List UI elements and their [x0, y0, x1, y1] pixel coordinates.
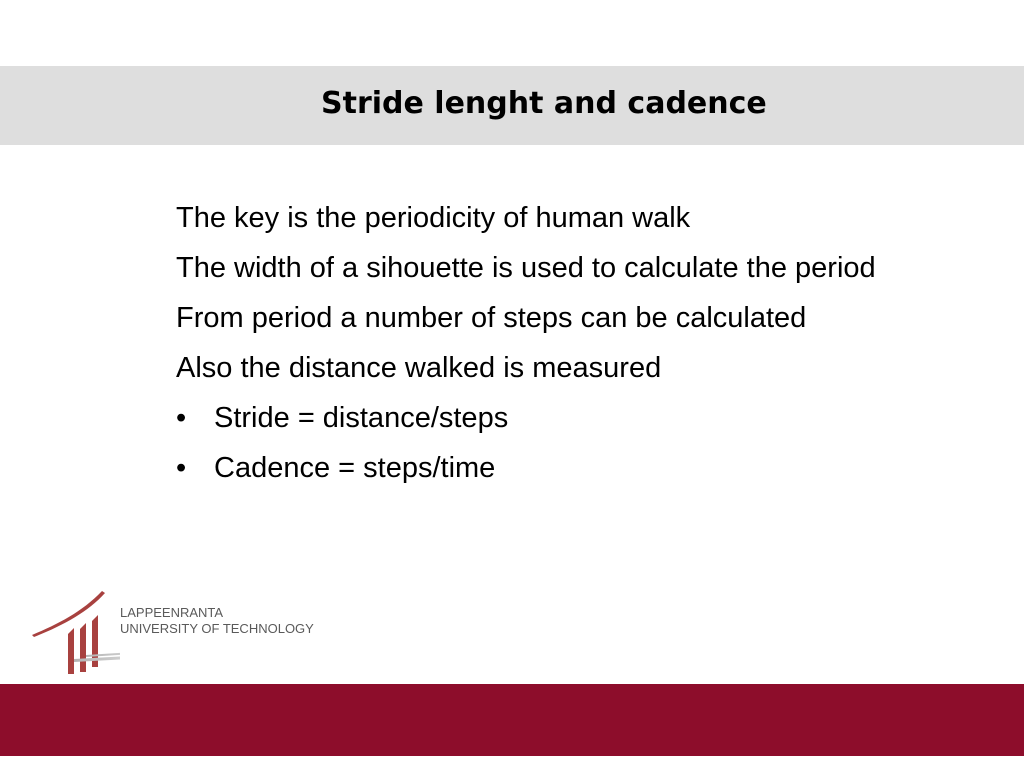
logo-line-1: LAPPEENRANTA	[120, 605, 224, 620]
bullet-item-text: Cadence = steps/time	[214, 452, 496, 484]
slide-content	[176, 198, 966, 498]
content-line	[176, 298, 966, 338]
university-logo-icon	[30, 588, 120, 678]
bullet-item	[176, 448, 966, 488]
content-line-text: Also the distance walked is measured	[176, 352, 662, 384]
logo-wordmark	[120, 605, 314, 637]
content-line-text: From period a number of steps can be calculated	[176, 302, 807, 334]
content-line-text: The width of a sihouette is used to calculate the period	[176, 252, 876, 284]
bullet-marker: •	[176, 452, 187, 484]
content-line	[176, 198, 966, 238]
bullet-item-text: Stride = distance/steps	[214, 402, 509, 434]
footer-band	[0, 684, 1024, 756]
logo-line-2: UNIVERSITY OF TECHNOLOGY	[120, 621, 314, 636]
university-logo	[30, 588, 340, 678]
content-line	[176, 248, 966, 288]
content-line	[176, 348, 966, 388]
content-line-text: The key is the periodicity of human walk	[176, 202, 691, 234]
bullet-item	[176, 398, 966, 438]
bullet-marker: •	[176, 402, 187, 434]
slide-title: Stride lenght and cadence	[321, 86, 767, 121]
